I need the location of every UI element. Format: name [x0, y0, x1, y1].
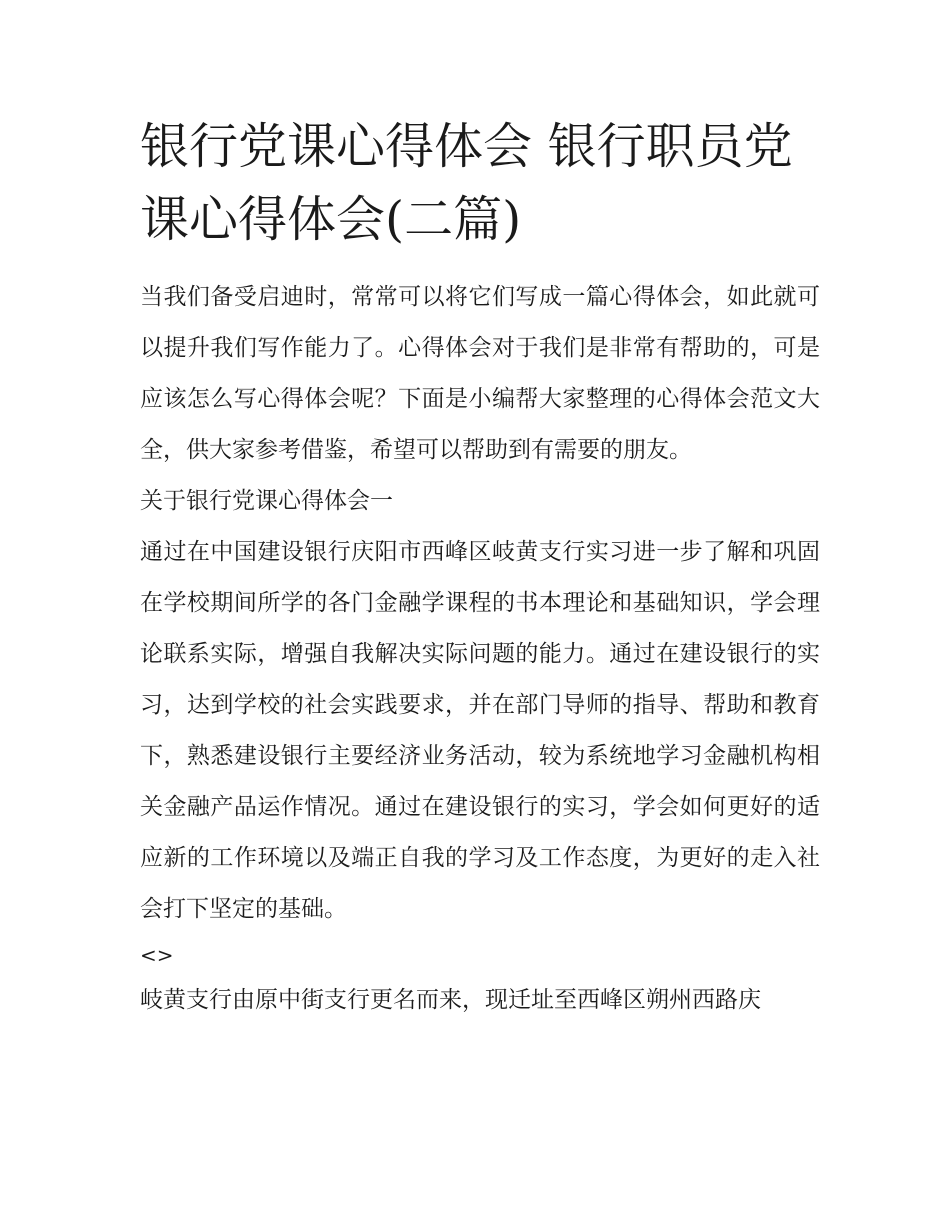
document-body: [140, 272, 820, 1026]
section-heading: 关于银行党课心得体会一: [140, 488, 393, 514]
body-paragraph: 通过在中国建设银行庆阳市西峰区岐黄支行实习进一步了解和巩固在学校期间所学的各门金融学课程的书本理论和基础知识，学会理论联系实际，增强自我解决实际问题的能力。通过在建设银行的实习，达到学校的社会实践要求，并在部门导师的指导、帮助和教育下，熟悉建设银行主要经济业务活动，较为系统地学习金融机构相关金融产品运作情况。通过在建设银行的实习，学会如何更好的适应新的工作环境以及端正自我的学习及工作态度，为更好的走入社会打下坚定的基础。: [140, 539, 820, 922]
document-title: 银行党课心得体会 银行职员党课心得体会(二篇): [140, 118, 793, 248]
body-paragraph-continued: 岐黄支行由原中街支行更名而来，现迁址至西峰区朔州西路庆: [140, 987, 761, 1013]
placeholder-text: <>: [140, 943, 174, 967]
intro-paragraph: 当我们备受启迪时，常常可以将它们写成一篇心得体会，如此就可以提升我们写作能力了。心得体会对于我们是非常有帮助的，可是应该怎么写心得体会呢？下面是小编帮大家整理的心得体会范文大全，供大家参考借鉴，希望可以帮助到有需要的朋友。: [140, 284, 820, 463]
document-page: [140, 110, 820, 1026]
